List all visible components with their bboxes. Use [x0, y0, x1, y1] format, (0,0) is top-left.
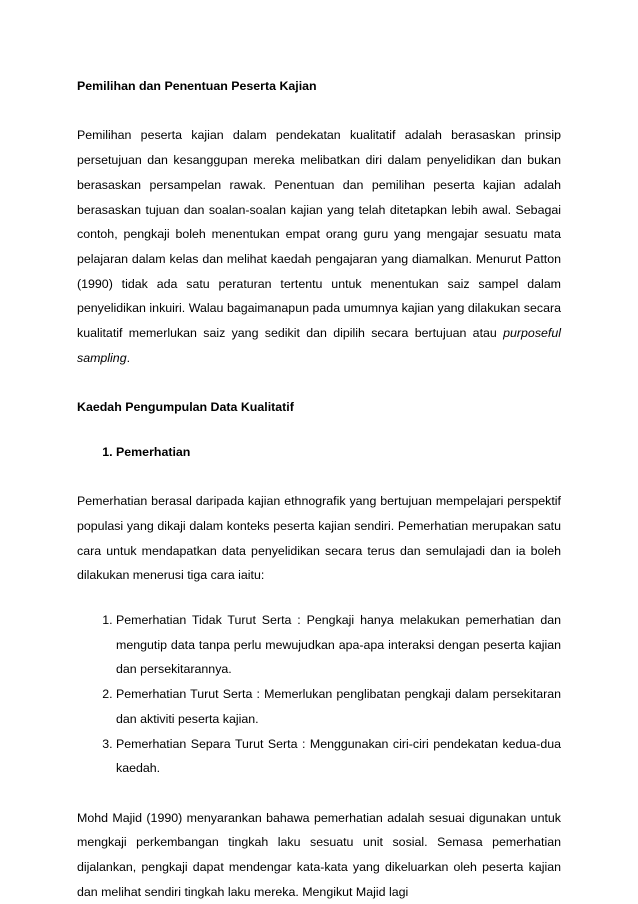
subheading-pemerhatian: 1. Pemerhatian — [116, 440, 561, 465]
list-item: 1. Pemerhatian Tidak Turut Serta : Pengkaji hanya melakukan pemerhatian dan mengutip data tanpa perlu mewujudkan apa-apa interaksi dengan peserta kajian dan persekitarannya. — [116, 608, 561, 682]
paragraph-pemilihan-end: . — [126, 350, 131, 365]
list-item: 3. Pemerhatian Separa Turut Serta : Menggunakan ciri-ciri pendekatan kedua-dua kaedah. — [116, 732, 561, 781]
numbered-subheading-list — [77, 440, 561, 465]
section-heading-kaedah: Kaedah Pengumpulan Data Kualitatif — [77, 400, 294, 415]
paragraph-pemilihan-text: Pemilihan peserta kajian dalam pendekatan kualitatif adalah berasaskan prinsip persetujuan dan kesanggupan mereka melibatkan diri dalam penyelidikan dan bukan berasaskan persampelan rawak. Penentuan dan pemilihan peserta kajian adalah berasaskan tujuan dan soalan-soalan kajian yang telah ditetapkan lebih awal. Sebagai contoh, pengkaji boleh menentukan empat orang guru yang mengajar sesuatu mata pelajaran dalam kelas dan melihat kaedah pengajaran yang diamalkan. Menurut Patton (1990) tidak ada satu peraturan tertentu untuk menentukan saiz sampel dalam penyelidikan inkuiri. Walau bagaimanapun pada umumnya kajian yang dilakukan secara kualitatif memerlukan saiz yang sedikit dan dipilih secara bertujuan atau — [77, 128, 561, 341]
list-item: 2. Pemerhatian Turut Serta : Memerlukan penglibatan pengkaji dalam persekitaran dan aktiviti peserta kajian. — [116, 682, 561, 731]
paragraph-mohd-majid: Mohd Majid (1990) menyarankan bahawa pemerhatian adalah sesuai digunakan untuk mengkaji perkembangan tingkah laku sesuatu unit sosial. Semasa pemerhatian dijalankan, pengkaji dapat mendengar kata-kata yang dikeluarkan oleh peserta kajian dan melihat sendiri tingkah laku mereka. Mengikut Majid lagi — [77, 810, 561, 899]
document-body — [77, 74, 561, 904]
paragraph-pemilihan-italic: purposeful sampling — [77, 326, 561, 365]
pemerhatian-types-list — [77, 608, 561, 781]
section-heading-pemilihan: Pemilihan dan Penentuan Peserta Kajian — [77, 79, 317, 93]
paragraph-pemerhatian: Pemerhatian berasal daripada kajian ethnografik yang bertujuan mempelajari perspektif populasi yang dikaji dalam konteks peserta kajian sendiri. Pemerhatian merupakan satu cara untuk mendapatkan data penyelidikan secara terus dan semulajadi dan ia boleh dilakukan menerusi tiga cara iaitu: — [77, 494, 561, 583]
paragraph-pemilihan — [77, 123, 561, 370]
